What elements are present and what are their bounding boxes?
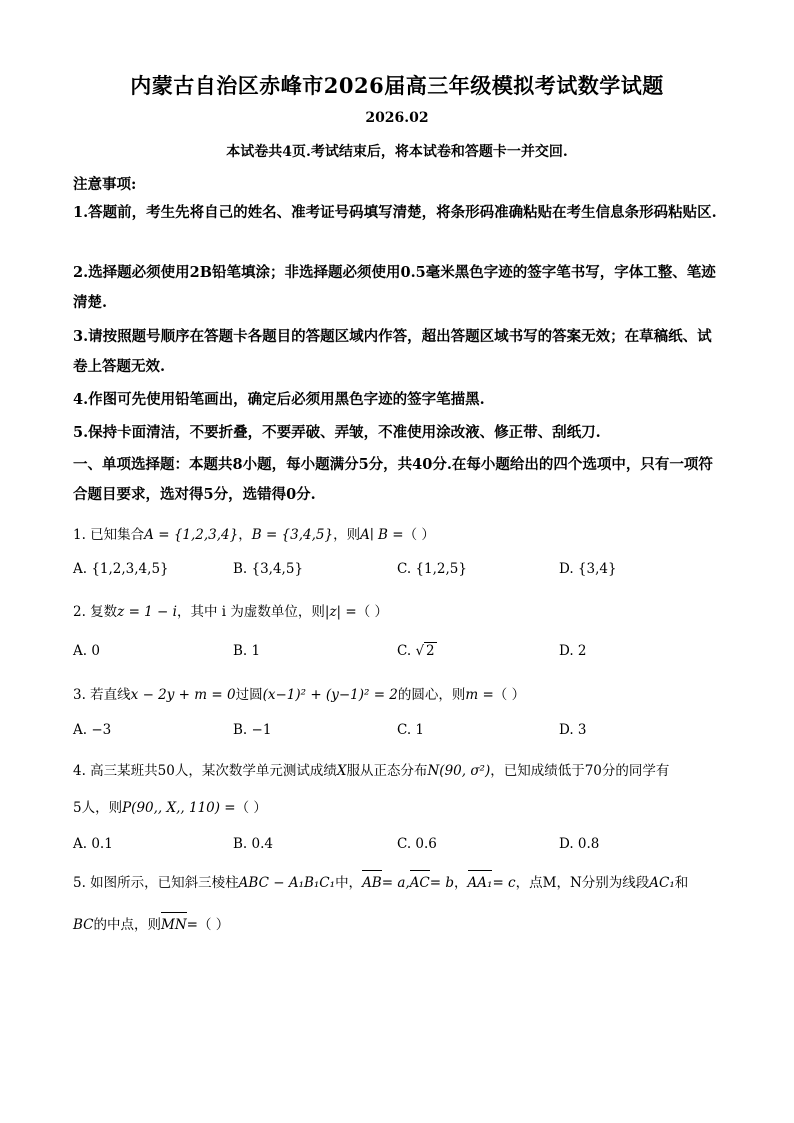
q1-suffix: ，则 bbox=[333, 527, 361, 543]
notice-item-5: 5.保持卡面清洁，不要折叠，不要弄破、弄皱，不准使用涂改液、修正带、刮纸刀. bbox=[73, 424, 601, 441]
notice-heading: 注意事项: bbox=[73, 176, 137, 193]
q3-option-a: A. −3 bbox=[73, 722, 112, 738]
q3-option-b: B. −1 bbox=[233, 722, 272, 738]
q5-vector-mn: MN bbox=[161, 914, 187, 936]
q5-line2-mid: 的中点，则 bbox=[93, 917, 162, 933]
question-5-stem-line1 bbox=[73, 872, 733, 894]
q4-probability: P(90,, X,, 110) = bbox=[122, 800, 236, 816]
q5-eq1: = a, bbox=[381, 875, 410, 891]
q3-mid2: 的圆心，则 bbox=[397, 687, 466, 703]
question-2-stem bbox=[73, 601, 733, 623]
q4-distribution: N(90, σ²) bbox=[427, 763, 491, 779]
q1-paren: （ ） bbox=[403, 527, 435, 543]
question-1-options bbox=[73, 561, 733, 583]
q5-eq2: = b bbox=[429, 875, 455, 891]
q5-vector-aa1: AA₁ bbox=[468, 872, 493, 894]
q4-mid: 服从正态分布 bbox=[346, 763, 428, 779]
q4-var-x: X bbox=[336, 763, 347, 779]
q4-paren: （ ） bbox=[235, 800, 267, 816]
question-4-options bbox=[73, 836, 733, 858]
q5-eq4: = bbox=[186, 917, 198, 933]
q1-option-a: A. {1,2,3,4,5} bbox=[73, 561, 169, 577]
q2-expr1: z = 1 − i bbox=[117, 604, 177, 620]
q2-option-b: B. 1 bbox=[233, 643, 261, 659]
q5-segment-bc: BC bbox=[73, 917, 94, 933]
q3-mid: 过圆 bbox=[235, 687, 263, 703]
q4-prefix: 4. 高三某班共50人，某次数学单元测试成绩 bbox=[73, 763, 337, 779]
q5-prefix: 5. 如图所示，已知斜三棱柱 bbox=[73, 875, 239, 891]
notice-item-3: 3.请按照题号顺序在答题卡各题目的答题区域内作答，超出答题区域书写的答案无效；在草稿纸、试卷上答题无效. bbox=[73, 328, 712, 375]
q5-vector-ac: AC bbox=[410, 872, 430, 894]
question-4-stem-line1 bbox=[73, 760, 733, 782]
q4-option-d: D. 0.8 bbox=[559, 836, 600, 852]
q1-set-a: A = {1,2,3,4} bbox=[144, 527, 239, 543]
q1-option-d: D. {3,4} bbox=[559, 561, 617, 577]
question-4-stem-line2 bbox=[73, 797, 733, 819]
q4-option-b: B. 0.4 bbox=[233, 836, 273, 852]
q3-expr3: m = bbox=[465, 687, 494, 703]
q1-expr: A∣ B = bbox=[360, 527, 404, 543]
q5-vector-ab: AB bbox=[362, 872, 382, 894]
q5-mid: 中， bbox=[335, 875, 363, 891]
q2-option-c-value: 2 bbox=[426, 643, 435, 659]
q3-option-d: D. 3 bbox=[559, 722, 587, 738]
question-3-options bbox=[73, 722, 733, 744]
q4-line2-prefix: 5人，则 bbox=[73, 800, 123, 816]
q5-mid3: 和 bbox=[674, 875, 689, 891]
notice-item-1: 1.答题前，考生先将自己的姓名、准考证号码填写清楚，将条形码准确粘贴在考生信息条形码粘贴区. bbox=[73, 204, 717, 221]
q2-option-d: D. 2 bbox=[559, 643, 587, 659]
section1-intro: 一、单项选择题：本题共8小题，每小题满分5分，共40分.在每小题给出的四个选项中，只有一项符合题目要求，选对得5分，选错得0分. bbox=[73, 456, 713, 503]
question-5-stem-line2 bbox=[73, 914, 733, 936]
q2-expr2: |z| = bbox=[324, 604, 357, 620]
exam-date: 2026.02 bbox=[365, 110, 429, 126]
q2-option-c-label: C. bbox=[397, 643, 412, 659]
q4-option-a: A. 0.1 bbox=[73, 836, 113, 852]
q5-eq3: = c bbox=[492, 875, 516, 891]
q2-prefix: 2. 复数 bbox=[73, 604, 118, 620]
notice-item-4: 4.作图可先使用铅笔画出，确定后必须用黑色字迹的签字笔描黑. bbox=[73, 391, 485, 408]
q5-segment-ac1: AC₁ bbox=[649, 875, 675, 891]
q3-line-eq: x − 2y + m = 0 bbox=[130, 687, 236, 703]
q1-set-b: B = {3,4,5} bbox=[251, 527, 334, 543]
q1-sep: ， bbox=[238, 527, 252, 543]
q2-paren: （ ） bbox=[356, 604, 388, 620]
q3-paren: （ ） bbox=[493, 687, 526, 703]
question-1-stem bbox=[73, 524, 733, 546]
q2-mid: ，其中 i 为虚数单位，则 bbox=[176, 604, 325, 620]
q5-paren: （ ） bbox=[197, 917, 230, 933]
notice-item-2: 2.选择题必须使用2B铅笔填涂；非选择题必须使用0.5毫米黑色字迹的签字笔书写，字体工整、笔迹清楚. bbox=[73, 264, 716, 311]
q3-circle-eq: (x−1)² + (y−1)² = 2 bbox=[262, 687, 398, 703]
q1-option-b: B. {3,4,5} bbox=[233, 561, 304, 577]
q3-prefix: 3. 若直线 bbox=[73, 687, 131, 703]
q4-option-c: C. 0.6 bbox=[397, 836, 437, 852]
q2-option-c bbox=[397, 643, 437, 659]
q5-sep: ， bbox=[454, 875, 468, 891]
question-2-options bbox=[73, 643, 733, 665]
sqrt-symbol: √ 2 bbox=[415, 643, 435, 659]
q2-option-a: A. 0 bbox=[73, 643, 100, 659]
q5-prism: ABC − A₁B₁C₁ bbox=[238, 875, 336, 891]
exam-title: 内蒙古自治区赤峰市2026届高三年级模拟考试数学试题 bbox=[130, 73, 664, 98]
exam-page-note: 本试卷共4页.考试结束后，将本试卷和答题卡一并交回. bbox=[226, 144, 568, 160]
q1-option-c: C. {1,2,5} bbox=[397, 561, 467, 577]
question-3-stem bbox=[73, 684, 733, 706]
q1-prefix: 1. 已知集合 bbox=[73, 527, 145, 543]
q5-mid2: ，点M，N分别为线段 bbox=[515, 875, 650, 891]
q4-mid2: ，已知成绩低于70分的同学有 bbox=[490, 763, 670, 779]
q3-option-c: C. 1 bbox=[397, 722, 425, 738]
